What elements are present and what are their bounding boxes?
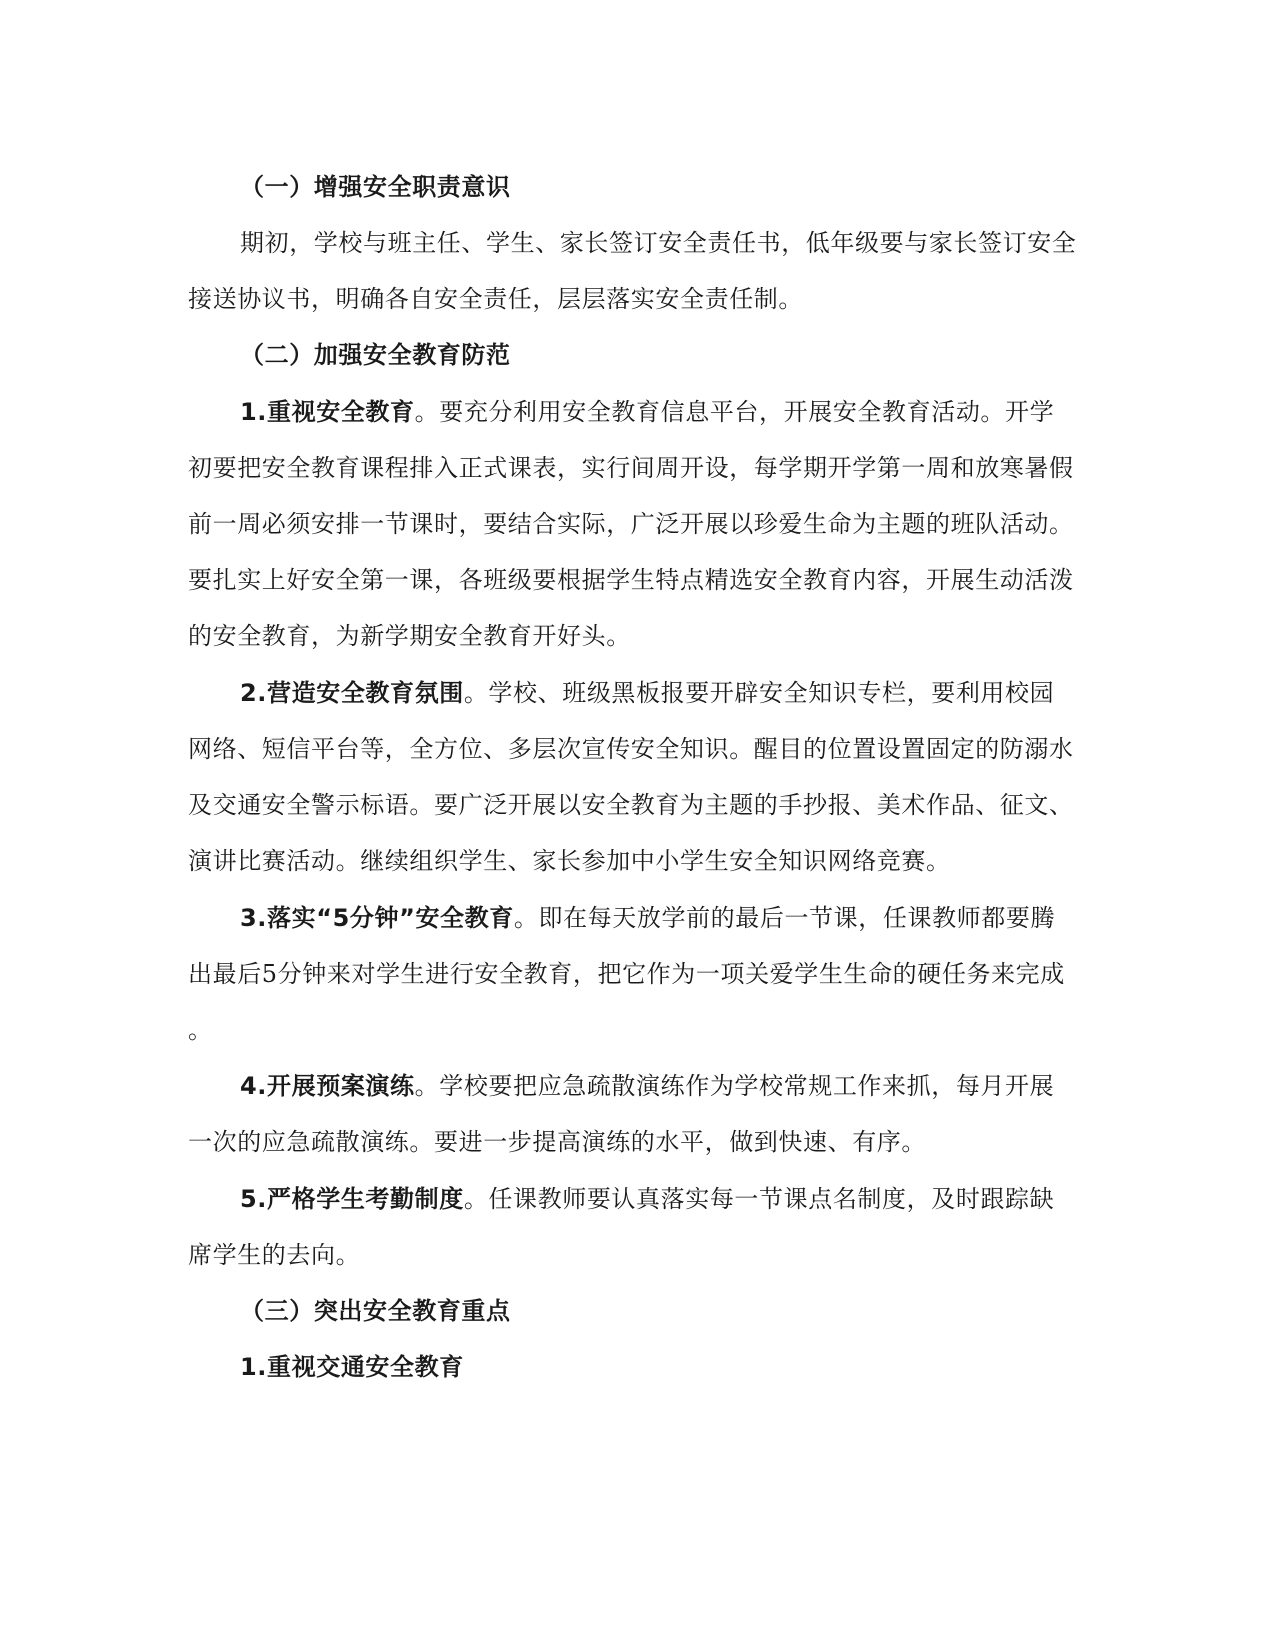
paragraph-line: 期初，学校与班主任、学生、家长签订安全责任书，低年级要与家长签订安全 — [240, 229, 1077, 257]
item-2-first-line — [240, 678, 1054, 708]
item-4-text: 。学校要把应急疏散演练作为学校常规工作来抓，每月开展 — [414, 1072, 1055, 1100]
item-1-text: 。要充分利用安全教育信息平台，开展安全教育活动。开学 — [414, 398, 1055, 426]
paragraph-line: 出最后5分钟来对学生进行安全教育，把它作为一项关爱学生生命的硬任务来完成 — [188, 960, 1065, 988]
section-2-heading: （二）加强安全教育防范 — [240, 341, 511, 369]
item-5-first-line — [240, 1184, 1054, 1214]
section-1-heading: （一）增强安全职责意识 — [240, 173, 511, 201]
item-5-text: 。任课教师要认真落实每一节课点名制度，及时跟踪缺 — [463, 1185, 1055, 1213]
item-4-first-line — [240, 1071, 1054, 1101]
item-5-title: 5.严格学生考勤制度 — [240, 1185, 464, 1213]
paragraph-line: 演讲比赛活动。继续组织学生、家长参加中小学生安全知识网络竞赛。 — [188, 847, 951, 875]
paragraph-line: 网络、短信平台等，全方位、多层次宣传安全知识。醒目的位置设置固定的防溺水 — [188, 735, 1074, 763]
paragraph-line: 一次的应急疏散演练。要进一步提高演练的水平，做到快速、有序。 — [188, 1128, 926, 1156]
section-3-heading: （三）突出安全教育重点 — [240, 1297, 511, 1325]
paragraph-line: 要扎实上好安全第一课，各班级要根据学生特点精选安全教育内容，开展生动活泼 — [188, 566, 1074, 594]
paragraph-line: 接送协议书，明确各自安全责任，层层落实安全责任制。 — [188, 285, 803, 313]
paragraph-line: 席学生的去向。 — [188, 1241, 361, 1269]
paragraph-line: 。 — [188, 1016, 213, 1044]
item-3-text: 。即在每天放学前的最后一节课，任课教师都要腾 — [513, 904, 1056, 932]
section-3-item-1-title: 1.重视交通安全教育 — [240, 1353, 464, 1381]
paragraph-line: 前一周必须安排一节课时，要结合实际，广泛开展以珍爱生命为主题的班队活动。 — [188, 510, 1074, 538]
item-1-first-line — [240, 397, 1054, 427]
item-3-title: 3.落实“5分钟”安全教育 — [240, 904, 514, 932]
item-2-text: 。学校、班级黑板报要开辟安全知识专栏，要利用校园 — [463, 679, 1055, 707]
paragraph-line: 及交通安全警示标语。要广泛开展以安全教育为主题的手抄报、美术作品、征文、 — [188, 791, 1074, 819]
item-3-first-line — [240, 903, 1055, 933]
item-4-title: 4.开展预案演练 — [240, 1072, 415, 1100]
item-1-title: 1.重视安全教育 — [240, 398, 415, 426]
paragraph-line: 初要把安全教育课程排入正式课表，实行间周开设，每学期开学第一周和放寒暑假 — [188, 454, 1074, 482]
item-2-title: 2.营造安全教育氛围 — [240, 679, 464, 707]
paragraph-line: 的安全教育，为新学期安全教育开好头。 — [188, 622, 631, 650]
